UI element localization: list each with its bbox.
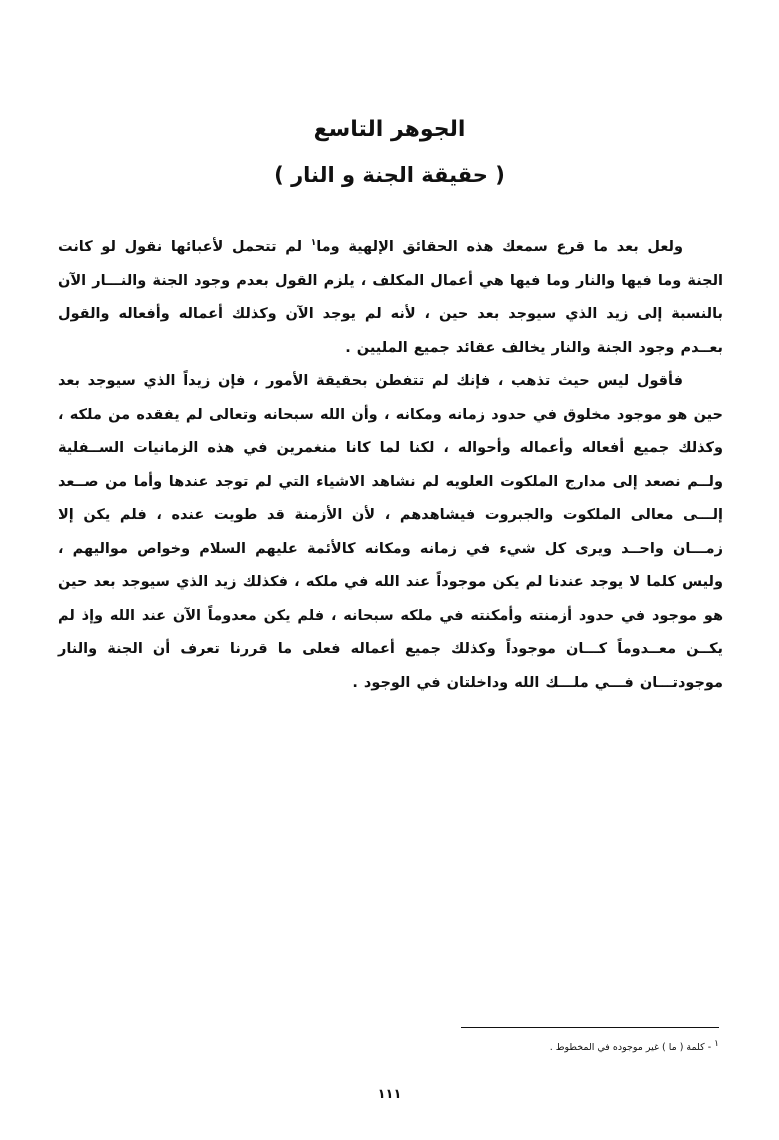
paragraph-1 [58, 231, 723, 365]
paragraph-1-start: ولعل بعد ما قرع سمعك هذه الحقائق الإلهية وما [316, 239, 683, 255]
chapter-title: الجوهر التاسع [313, 117, 466, 142]
chapter-subtitle: ( حقيقة الجنة و النار ) [274, 163, 505, 187]
footnote [419, 1040, 719, 1056]
paragraph-2: فأقول ليس حيث تذهب ، فإنك لم تتفطن بحقيقة الأمور ، فإن زيداً الذي سيوجد بعد حين هو موجود مخلوق في حدود زمانه ومكانه ، وأن الله سبحانه وتعالى لم يفقده من ملكه ، وكذلك جميع أفعاله وأعماله وأحواله ، لكنا لما كانا منغمرين في هذه الزمانيات الســفلية ولــم نصعد إلى مدارج الملكوت العلويه لم نشاهد الاشياء التي لم توجد عندها وأما من صــعد إلـــى معالى الملكوت والجبروت فيشاهدهم ، لأن الأزمنة قد طويت عنده ، فلم يكن إلا زمـــان واحــد ويرى كل شيء في زمانه ومكانه كالأئمة عليهم السلام وخواص مواليهم ، وليس كلما لا يوجد عندنا لم يكن موجوداً عند الله في ملكه ، فكذلك زيد الذي سيوجد بعد حين هو موجود في حدود أزمنته وأمكنته في ملكه سبحانه ، فلم يكن معدوماً الآن عند الله وإذ لم يكــن معــدوماً كـــان موجوداً وكذلك جميع أعماله فعلى ما قررنا تعرف أن الجنة والنار موجودتـــان فـــي ملـــك الله وداخلتان في الوجود . [58, 373, 723, 691]
page-number: ١١١ [377, 1087, 402, 1102]
footnote-marker: ١ [714, 1038, 719, 1049]
body-text [58, 231, 723, 700]
footnote-reference: ١ [310, 238, 317, 249]
footnote-text: - كلمة ( ما ) غير موجوده في المخطوط . [549, 1042, 715, 1053]
paragraph-1-rest: لم تتحمل لأعبائها نقول لو كانت الجنة وما فيها والنار وما فيها هي أعمال المكلف ، يلزم القول بعدم وجود الجنة والنـــار الآن بالنسبة إلى زيد الذي سيوجد بعد حين ، لأنه لم يوجد الآن وكذلك أعماله وأفعاله والقول بعــدم وجود الجنة والنار يخالف عقائد جميع المليين . [58, 239, 723, 356]
footnote-divider [461, 1027, 719, 1028]
